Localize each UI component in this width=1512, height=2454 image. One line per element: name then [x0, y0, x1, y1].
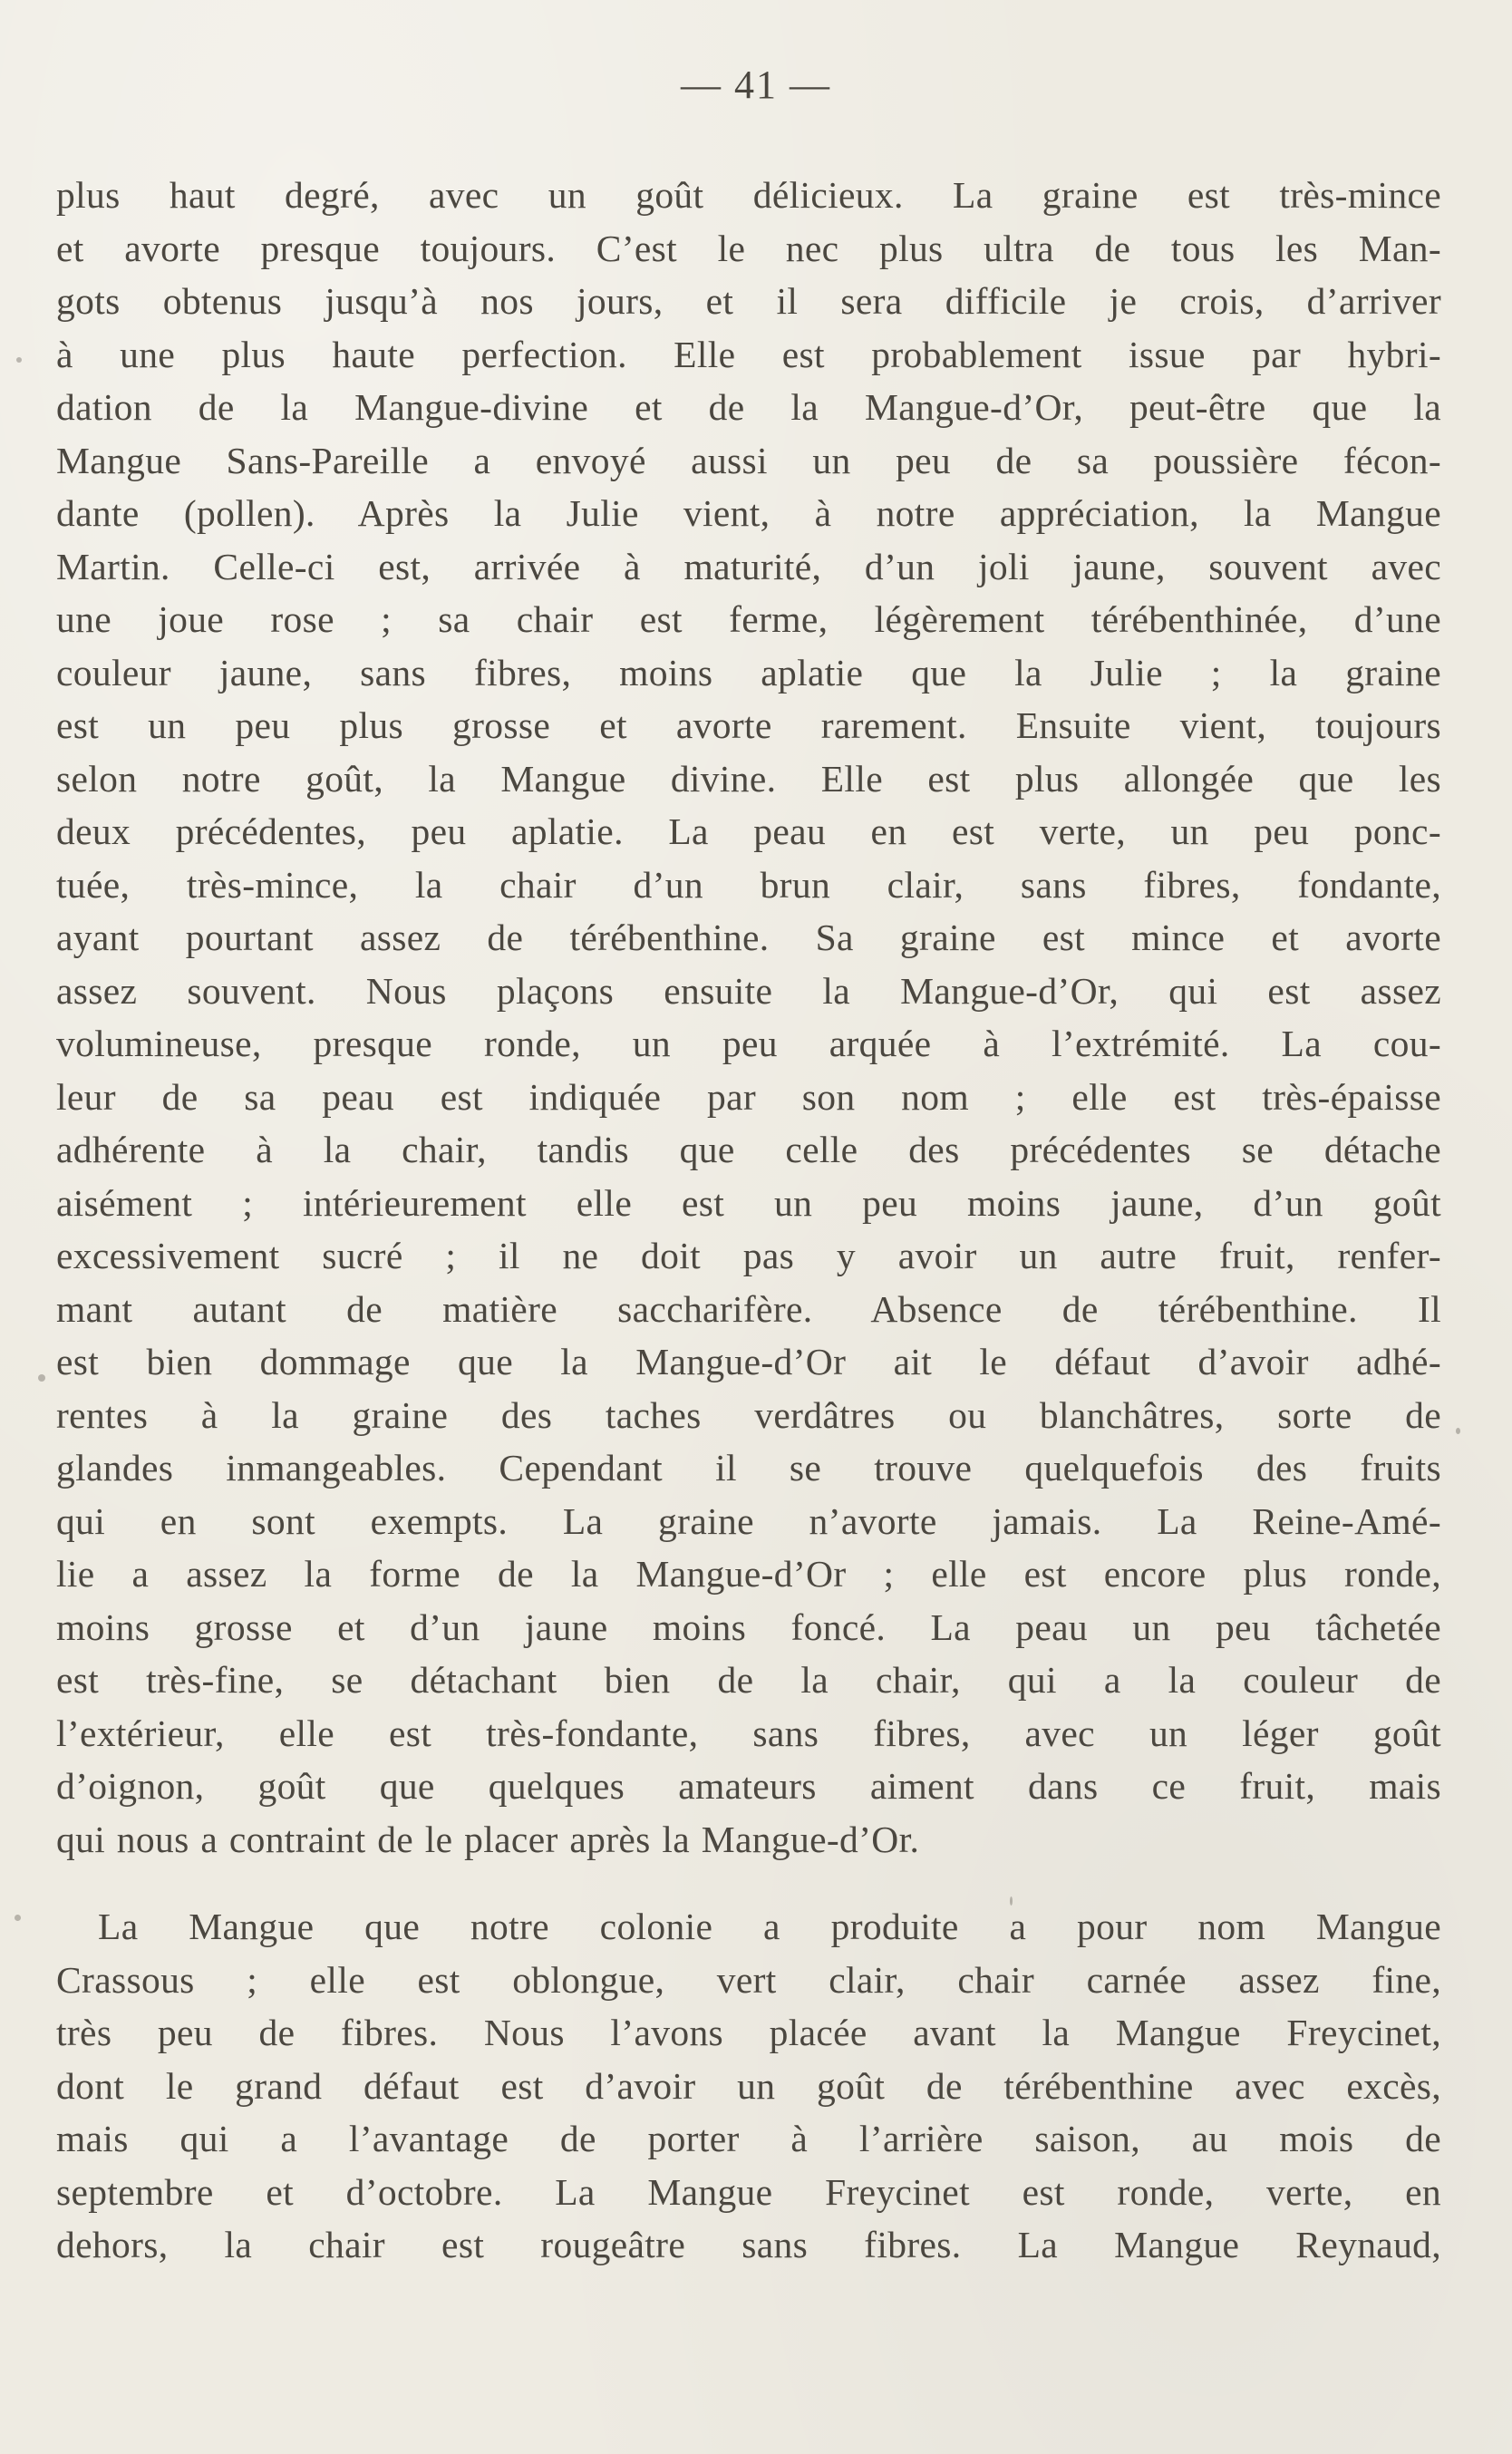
paper-speck	[1456, 1428, 1460, 1434]
text-line: La Mangue que notre colonie a produite a pour nom Mangue	[98, 1906, 1441, 1947]
text-line: excessivement sucré ; il ne doit pas y avoir un autre fruit, renfer-	[56, 1235, 1441, 1276]
text-line: gots obtenus jusqu’à nos jours, et il sera difficile je crois, d’arriver	[56, 280, 1441, 322]
text-line: est bien dommage que la Mangue-d’Or ait le défaut d’avoir adhé-	[56, 1341, 1441, 1382]
text-line: assez souvent. Nous plaçons ensuite la Mangue-d’Or, qui est assez	[56, 969, 1441, 1012]
paper-speck	[15, 1915, 21, 1921]
text-line: d’oignon, goût que quelques amateurs aiment dans ce fruit, mais	[56, 1765, 1441, 1807]
text-line: Crassous ; elle est oblongue, vert clair, chair carnée assez fine,	[56, 1958, 1441, 2001]
text-line: une joue rose ; sa chair est ferme, légèrement térébenthinée, d’une	[56, 598, 1441, 640]
paragraph	[56, 169, 1441, 1866]
text-line: leur de sa peau est indiquée par son nom ; elle est très-épaisse	[56, 1075, 1441, 1118]
text-line: est très-fine, se détachant bien de la chair, qui a la couleur de	[56, 1659, 1441, 1701]
paragraph	[56, 1900, 1441, 2272]
text-line: moins grosse et d’un jaune moins foncé. La peau un peu tâchetée	[56, 1605, 1441, 1648]
text-line: glandes inmangeables. Cependant il se trouve quelquefois des fruits	[56, 1447, 1441, 1489]
text-line: à une plus haute perfection. Elle est probablement issue par hybri-	[56, 333, 1441, 375]
paper-speck	[38, 1374, 45, 1382]
text-line: plus haut degré, avec un goût délicieux. La graine est très-mince	[56, 174, 1441, 216]
text-line: ayant pourtant assez de térébenthine. Sa graine est mince et avorte	[56, 917, 1441, 958]
text-line: qui en sont exempts. La graine n’avorte jamais. La Reine-Amé-	[56, 1499, 1441, 1542]
text-line: qui nous a contraint de le placer après la Mangue-d’Or.	[56, 1818, 920, 1860]
text-line: Martin. Celle-ci est, arrivée à maturité, d’un joli jaune, souvent avec	[56, 545, 1441, 587]
text-line: et avorte presque toujours. C’est le nec plus ultra de tous les Man-	[56, 227, 1441, 269]
text-line: couleur jaune, sans fibres, moins aplatie que la Julie ; la graine	[56, 651, 1441, 694]
page-number: — 41 —	[681, 63, 831, 107]
text-line: mais qui a l’avantage de porter à l’arrière saison, au mois de	[56, 2118, 1441, 2159]
text-line: selon notre goût, la Mangue divine. Elle est plus allongée que les	[56, 757, 1441, 800]
text-line: aisément ; intérieurement elle est un peu moins jaune, d’un goût	[56, 1181, 1441, 1224]
text-line: est un peu plus grosse et avorte rarement. Ensuite vient, toujours	[56, 704, 1441, 746]
text-line: lie a assez la forme de la Mangue-d’Or ; elle est encore plus ronde,	[56, 1553, 1441, 1595]
text-line: dehors, la chair est rougeâtre sans fibres. La Mangue Reynaud,	[56, 2224, 1441, 2265]
text-line: l’extérieur, elle est très-fondante, sans fibres, avec un léger goût	[56, 1712, 1441, 1754]
body-text	[56, 169, 1441, 2272]
paper-speck	[16, 357, 22, 363]
text-line: dante (pollen). Après la Julie vient, à notre appréciation, la Mangue	[56, 492, 1441, 534]
text-line: mant autant de matière saccharifère. Absence de térébenthine. Il	[56, 1287, 1441, 1330]
text-line: Mangue Sans-Pareille a envoyé aussi un peu de sa poussière fécon-	[56, 439, 1441, 481]
text-line: volumineuse, presque ronde, un peu arquée à l’extrémité. La cou-	[56, 1023, 1441, 1064]
text-line: dont le grand défaut est d’avoir un goût de térébenthine avec excès,	[56, 2064, 1441, 2107]
text-line: rentes à la graine des taches verdâtres ou blanchâtres, sorte de	[56, 1393, 1441, 1436]
paper-speck	[1010, 1896, 1013, 1906]
text-line: septembre et d’octobre. La Mangue Freycinet est ronde, verte, en	[56, 2170, 1441, 2213]
text-line: adhérente à la chair, tandis que celle des précédentes se détache	[56, 1129, 1441, 1170]
text-line: dation de la Mangue-divine et de la Mangue-d’Or, peut-être que la	[56, 386, 1441, 428]
text-line: tuée, très-mince, la chair d’un brun clair, sans fibres, fondante,	[56, 863, 1441, 906]
text-line: très peu de fibres. Nous l’avons placée avant la Mangue Freycinet,	[56, 2012, 1441, 2053]
paragraph-gap	[56, 1866, 1441, 1900]
text-line: deux précédentes, peu aplatie. La peau en est verte, un peu ponc-	[56, 810, 1441, 852]
